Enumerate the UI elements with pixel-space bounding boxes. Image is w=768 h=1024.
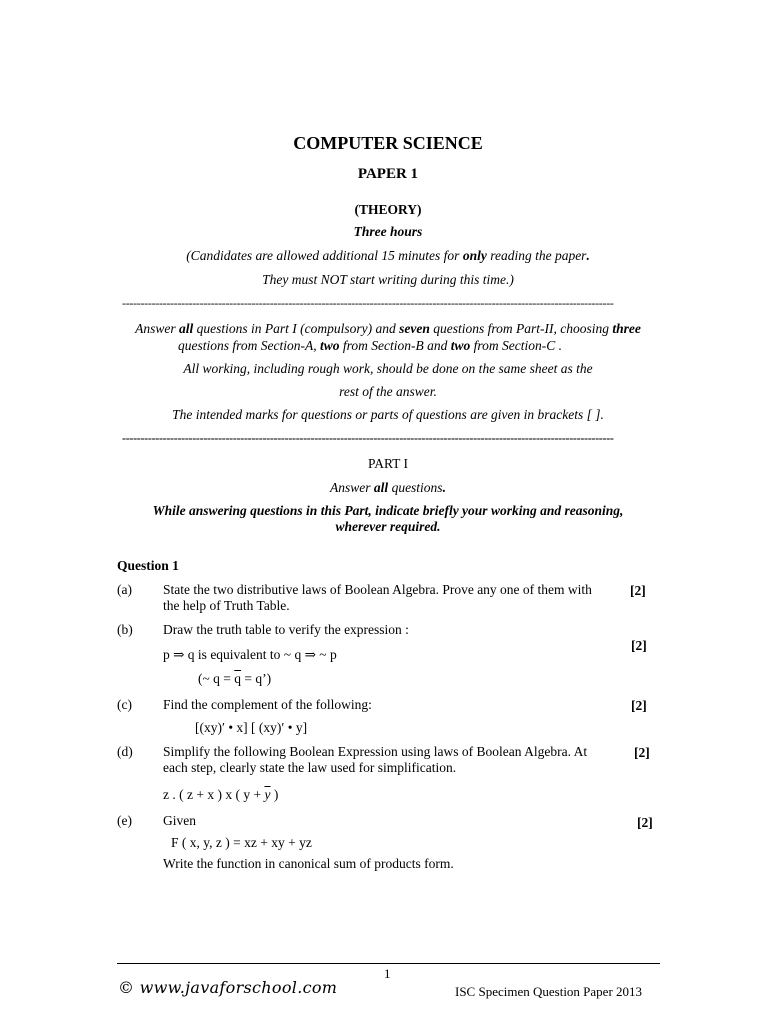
q1c-expression: [(xy)′ • x] [ (xy)′ • y] [195,720,308,735]
q1a-marks: [2] [630,583,646,598]
q1d-expression: z . ( z + x ) x ( $y + \overline{y}$ ) [163,787,279,802]
q1a-text: State the two distributive laws of Boolean Algebra. Prove any one of them with the help of Truth Table. [163,582,592,613]
part-answer-all: Answer all questions. [330,480,446,495]
q1d-label: (d) [117,744,133,759]
subject-title: COMPUTER SCIENCE [293,133,483,153]
part-note-line-2: wherever required. [335,519,441,534]
q1b-label: (b) [117,622,133,637]
divider-bottom: ------------------------------------------------------------------------------------------------------------------------------------- [122,431,614,445]
divider-top: ------------------------------------------------------------------------------------------------------------------------------------- [122,296,614,310]
q1a-label: (a) [117,582,132,597]
part-note-line-1: While answering questions in this Part, indicate briefly your working and reasoning, [152,503,624,518]
instruction-line-3: All working, including rough work, should be done on the same sheet as the [183,361,593,376]
paper-title: PAPER 1 [357,166,419,182]
duration: Three hours [353,224,423,239]
q1e-text: Given [163,813,196,828]
part-title: PART I [367,456,409,471]
reading-note-line-2: They must NOT start writing during this time.) [262,272,514,287]
instruction-line-2: questions from Section-A, two from Section-B and two from Section-C . [178,338,562,353]
q1d-text: Simplify the following Boolean Expression using laws of Boolean Algebra. At each step, clearly state the law used for simplification. [163,744,588,775]
footer-paper-name: ISC Specimen Question Paper 2013 [455,984,643,999]
q1d-marks: [2] [634,745,650,760]
instruction-line-5: The intended marks for questions or parts of questions are given in brackets [ ]. [172,407,604,422]
q1c-text: Find the complement of the following: [163,697,372,712]
q1e-label: (e) [117,813,132,828]
reading-note-line-1: (Candidates are allowed additional 15 minutes for only reading the paper. [186,248,590,263]
q1c-label: (c) [117,697,132,712]
q1e-marks: [2] [637,815,653,830]
instruction-line-4: rest of the answer. [339,384,437,399]
q1c-marks: [2] [631,698,647,713]
q1b-note: (~ $q = \overline{q}$ = q’) [198,671,272,686]
q1e-function: F ( x, y, z ) = xz + xy + yz [171,835,312,850]
paper-type: (THEORY) [354,202,422,217]
page-number: 1 [384,966,391,981]
footer-rule [117,963,660,964]
instruction-line-1: Answer all questions in Part I (compulsory) and seven questions from Part-II, choosing three [135,321,641,336]
q1b-marks: [2] [631,638,647,653]
q1e-instruction: Write the function in canonical sum of products form. [163,856,454,871]
website-watermark: © www.javaforschool.com [118,978,338,997]
question-title: Question 1 [117,558,179,573]
q1b-expression: p ⇒ q is equivalent to ~ q ⇒ ~ p [163,647,337,662]
q1b-text: Draw the truth table to verify the expression : [163,622,409,637]
